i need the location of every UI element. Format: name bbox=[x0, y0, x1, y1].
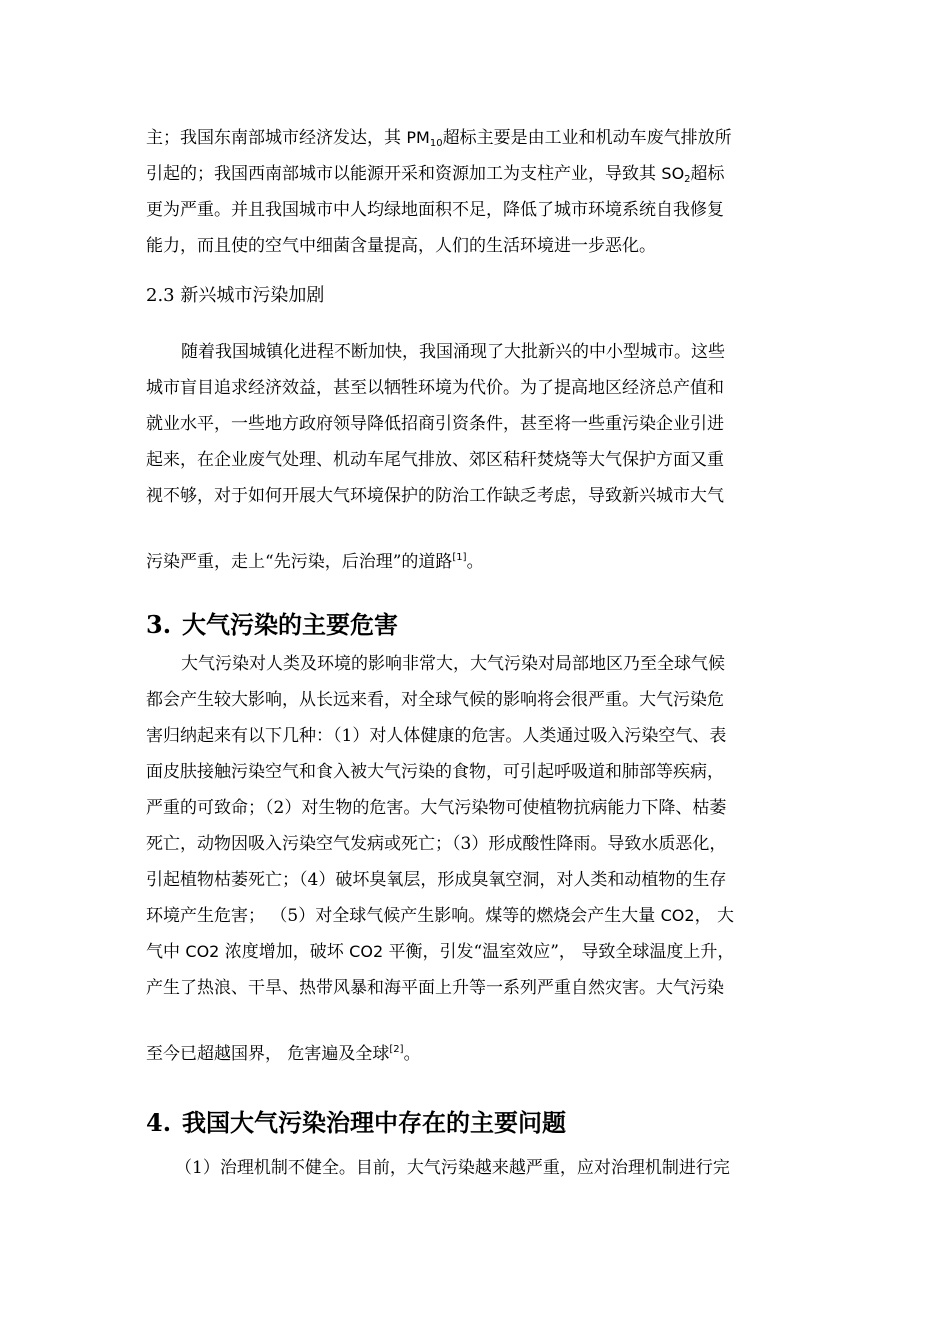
paragraph-line: 就业水平，一些地方政府领导降低招商引资条件，甚至将一些重污染企业引进 bbox=[146, 414, 724, 434]
paragraph-line: 死亡，动物因吸入污染空气发病或死亡；（3）形成酸性降雨。导致水质恶化， bbox=[146, 834, 727, 854]
paragraph-line: 产生了热浪、干旱、热带风暴和海平面上升等一系列严重自然灾害。大气污染 bbox=[146, 978, 724, 998]
text-run: 。 bbox=[466, 552, 484, 572]
paragraph-line: 城市盲目追求经济效益，甚至以牺牲环境为代价。为了提高地区经济总产值和 bbox=[146, 378, 724, 398]
text-run: 环境产生危害； （5）对全球气候产生影响。煤等的燃烧会产生大量 bbox=[146, 906, 661, 926]
text-run: 引起的；我国西南部城市以能源开采和资源加工为支柱产业，导致其 bbox=[146, 164, 662, 184]
text-run: 超标主要是由工业和机动车废气排放所 bbox=[442, 128, 732, 148]
co2-text: CO2 bbox=[185, 942, 220, 961]
paragraph-line bbox=[146, 906, 734, 926]
citation-1: [1] bbox=[452, 552, 467, 563]
text-run: 污染严重，走上“先污染，后治理”的道路 bbox=[146, 552, 453, 572]
subscript: 10 bbox=[429, 138, 443, 149]
heading-title: 我国大气污染治理中存在的主要问题 bbox=[182, 1108, 566, 1137]
text-run: 气中 bbox=[146, 942, 186, 962]
paragraph-line: 更为严重。并且我国城市中人均绿地面积不足，降低了城市环境系统自我修复 bbox=[146, 200, 724, 220]
co2-text: CO2 bbox=[349, 942, 384, 961]
paragraph-line: 严重的可致命；（2）对生物的危害。大气污染物可使植物抗病能力下降、枯萎 bbox=[146, 798, 727, 818]
paragraph-line: （1）治理机制不健全。目前，大气污染越来越严重，应对治理机制进行完 bbox=[175, 1158, 730, 1178]
so-text: SO bbox=[661, 164, 685, 183]
section-heading-3 bbox=[146, 610, 398, 640]
co2-text: CO2 bbox=[660, 906, 695, 925]
paragraph-line: 起来，在企业废气处理、机动车尾气排放、郊区秸秆焚烧等大气保护方面又重 bbox=[146, 450, 724, 470]
citation-2: [2] bbox=[389, 1044, 404, 1055]
paragraph-line: 害归纳起来有以下几种：（1）对人体健康的危害。人类通过吸入污染空气、表 bbox=[146, 726, 727, 746]
text-run: 至今已超越国界， 危害遍及全球 bbox=[146, 1044, 390, 1064]
heading-number: 3. bbox=[146, 610, 172, 639]
heading-title: 大气污染的主要危害 bbox=[182, 610, 398, 639]
text-run: 主；我国东南部城市经济发达，其 bbox=[146, 128, 407, 148]
paragraph-line: 能力，而且使的空气中细菌含量提高，人们的生活环境进一步恶化。 bbox=[146, 236, 656, 256]
text-run: 。 bbox=[403, 1044, 421, 1064]
paragraph-line: 都会产生较大影响，从长远来看，对全球气候的影响将会很严重。大气污染危 bbox=[146, 690, 724, 710]
paragraph-line: 大气污染对人类及环境的影响非常大，大气污染对局部地区乃至全球气候 bbox=[181, 654, 725, 674]
section-heading-4 bbox=[146, 1108, 566, 1138]
paragraph-line: 引起植物枯萎死亡；（4）破坏臭氧层，形成臭氧空洞，对人类和动植物的生存 bbox=[146, 870, 727, 890]
paragraph-line: 视不够，对于如何开展大气环境保护的防治工作缺乏考虑，导致新兴城市大气 bbox=[146, 486, 724, 506]
section-heading-2-3: 2.3 新兴城市污染加剧 bbox=[146, 285, 325, 306]
paragraph-line bbox=[146, 942, 734, 962]
pm-text: PM bbox=[406, 128, 430, 147]
paragraph-line: 随着我国城镇化进程不断加快，我国涌现了大批新兴的中小型城市。这些 bbox=[181, 342, 725, 362]
paragraph-line bbox=[146, 1040, 421, 1064]
text-run: 平衡，引发“温室效应”， 导致全球温度上升， bbox=[383, 942, 735, 962]
paragraph-line: 面皮肤接触污染空气和食入被大气污染的食物，可引起呼吸道和肺部等疾病， bbox=[146, 762, 724, 782]
text-run: 浓度增加，破坏 bbox=[219, 942, 350, 962]
subscript: 2 bbox=[684, 174, 691, 185]
paragraph-line bbox=[146, 548, 484, 572]
text-run: 超标 bbox=[690, 164, 725, 184]
text-run: ， 大 bbox=[694, 906, 734, 926]
heading-number: 4. bbox=[146, 1108, 172, 1137]
paragraph-line bbox=[146, 164, 725, 190]
paragraph-line bbox=[146, 128, 732, 154]
